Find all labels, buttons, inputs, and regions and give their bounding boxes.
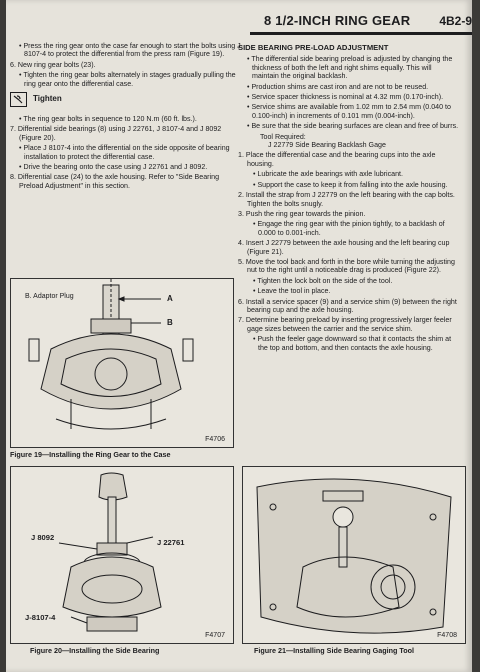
step-5-bullet-b: • Leave the tool in place.	[253, 287, 331, 296]
fig19-callout-a: A	[167, 294, 173, 303]
right-note-3: • Service spacer thickness is nominal at 4.32 mm (0.170-inch).	[247, 93, 444, 102]
figure-19-caption: Figure 19—Installing the Ring Gear to the Case	[10, 450, 171, 459]
step-3-bullet-a: • Engage the ring gear with the pinion tightly, to a backlash of 0.000 to 0.001-inch.	[253, 220, 445, 237]
step-1-bullet-b: • Support the case to keep it from falling into the axle housing.	[253, 180, 448, 189]
step-1: 1. Place the differential case and the bearing cups into the axle housing.	[238, 151, 436, 168]
right-column	[238, 44, 460, 354]
step-7-bullet-a: • Push the feeler gage downward so that it contacts the shim at the top and bottom, and then contacts the axle housing.	[253, 335, 452, 352]
tool-required-label: Tool Required:	[260, 132, 306, 141]
figure-20-caption: Figure 20—Installing the Side Bearing	[30, 646, 160, 655]
left-step-7: 7. Differential side bearings (8) using J 22761, J 8107-4 and J 8092 (Figure 20).	[10, 125, 222, 142]
page-number: 4B2-9	[439, 14, 472, 28]
step-7: 7. Determine bearing preload by inserting progressively larger feeler gage sizes between the carrier and the service shim.	[238, 316, 452, 333]
right-note-4: • Service shims are available from 1.02 mm to 2.54 mm (0.040 to 0.100-inch) in increments of 0.101 mm (0.004-inch).	[247, 103, 451, 120]
tighten-heading	[10, 92, 244, 107]
step-5-bullet-a: • Tighten the lock bolt on the side of the tool.	[253, 276, 393, 285]
figure-21-caption: Figure 21—Installing Side Bearing Gaging Tool	[254, 646, 415, 655]
figure-19	[10, 278, 234, 448]
left-para-4: • The ring gear bolts in sequence to 120 N.m (60 ft. lbs.).	[19, 115, 197, 124]
step-5: 5. Move the tool back and forth in the bore while turning the adjusting nut to the right until a noticeable drag is produced (Figure 22).	[238, 257, 455, 275]
left-column	[10, 42, 244, 192]
fig21-id: F4708	[437, 632, 457, 639]
left-step-8: 8. Differential case (24) to the axle housing. Refer to "Side Bearing Preload Adjustment" in this section.	[10, 173, 220, 190]
left-step-6: 6. New ring gear bolts (23).	[10, 60, 96, 69]
step-4: 4. Insert J 22779 between the axle housing and the left bearing cup (Figure 21).	[238, 239, 450, 256]
page-title: 8 1/2-INCH RING GEAR	[264, 13, 411, 28]
wrench-icon	[10, 92, 27, 107]
figure-21-illustration	[243, 467, 465, 643]
left-para-1: • Press the ring gear onto the case far enough to start the bolts using J 8107-4 to protect the differential from the press ram (Figure 19).	[19, 42, 241, 59]
right-note-2: • Production shims are cast iron and are not to be reused.	[247, 82, 429, 91]
left-para-6: • Place J 8107-4 into the differential on the side opposite of bearing installation to protect the differential case.	[19, 144, 230, 161]
fig20-id: F4707	[205, 632, 225, 639]
right-note-1: • The differential side bearing preload is adjusted by changing the thickness of both the left and right shims equally. This will maintain the original backlash.	[247, 55, 453, 81]
header-rule	[250, 32, 472, 35]
page-header	[250, 12, 472, 32]
left-para-3: • Tighten the ring gear bolts alternately in stages gradually pulling the ring gear onto the differential case.	[19, 71, 236, 88]
figure-21	[242, 466, 466, 644]
right-note-5: • Be sure that the side bearing surfaces are clean and free of burrs.	[247, 122, 459, 131]
fig19-adaptor-label: B. Adaptor Plug	[25, 293, 74, 300]
step-1-bullet-a: • Lubricate the axle bearings with axle lubricant.	[253, 170, 403, 179]
fig19-id: F4706	[205, 436, 225, 443]
fig20-label-j8107: J-8107-4	[25, 613, 56, 622]
section-heading: SIDE BEARING PRE-LOAD ADJUSTMENT	[238, 43, 389, 52]
step-6: 6. Install a service spacer (9) and a service shim (9) between the right bearing cup and the axle housing.	[238, 297, 457, 314]
fig20-label-j22761: J 22761	[157, 538, 185, 547]
fig20-label-j8092: J 8092	[31, 533, 55, 542]
fig19-callout-b: B	[167, 318, 173, 327]
figure-20	[10, 466, 234, 644]
step-3: 3. Push the ring gear towards the pinion.	[238, 209, 366, 218]
tighten-label: Tighten	[33, 94, 62, 104]
manual-page	[6, 0, 472, 672]
tool-required-item: J 22779 Side Bearing Backlash Gage	[268, 141, 386, 150]
figure-19-illustration	[11, 279, 233, 447]
left-para-7: • Drive the bearing onto the case using J 22761 and J 8092.	[19, 163, 208, 172]
step-2: 2. Install the strap from J 22779 on the left bearing with the cap bolts. Tighten the bolts snugly.	[238, 191, 455, 208]
